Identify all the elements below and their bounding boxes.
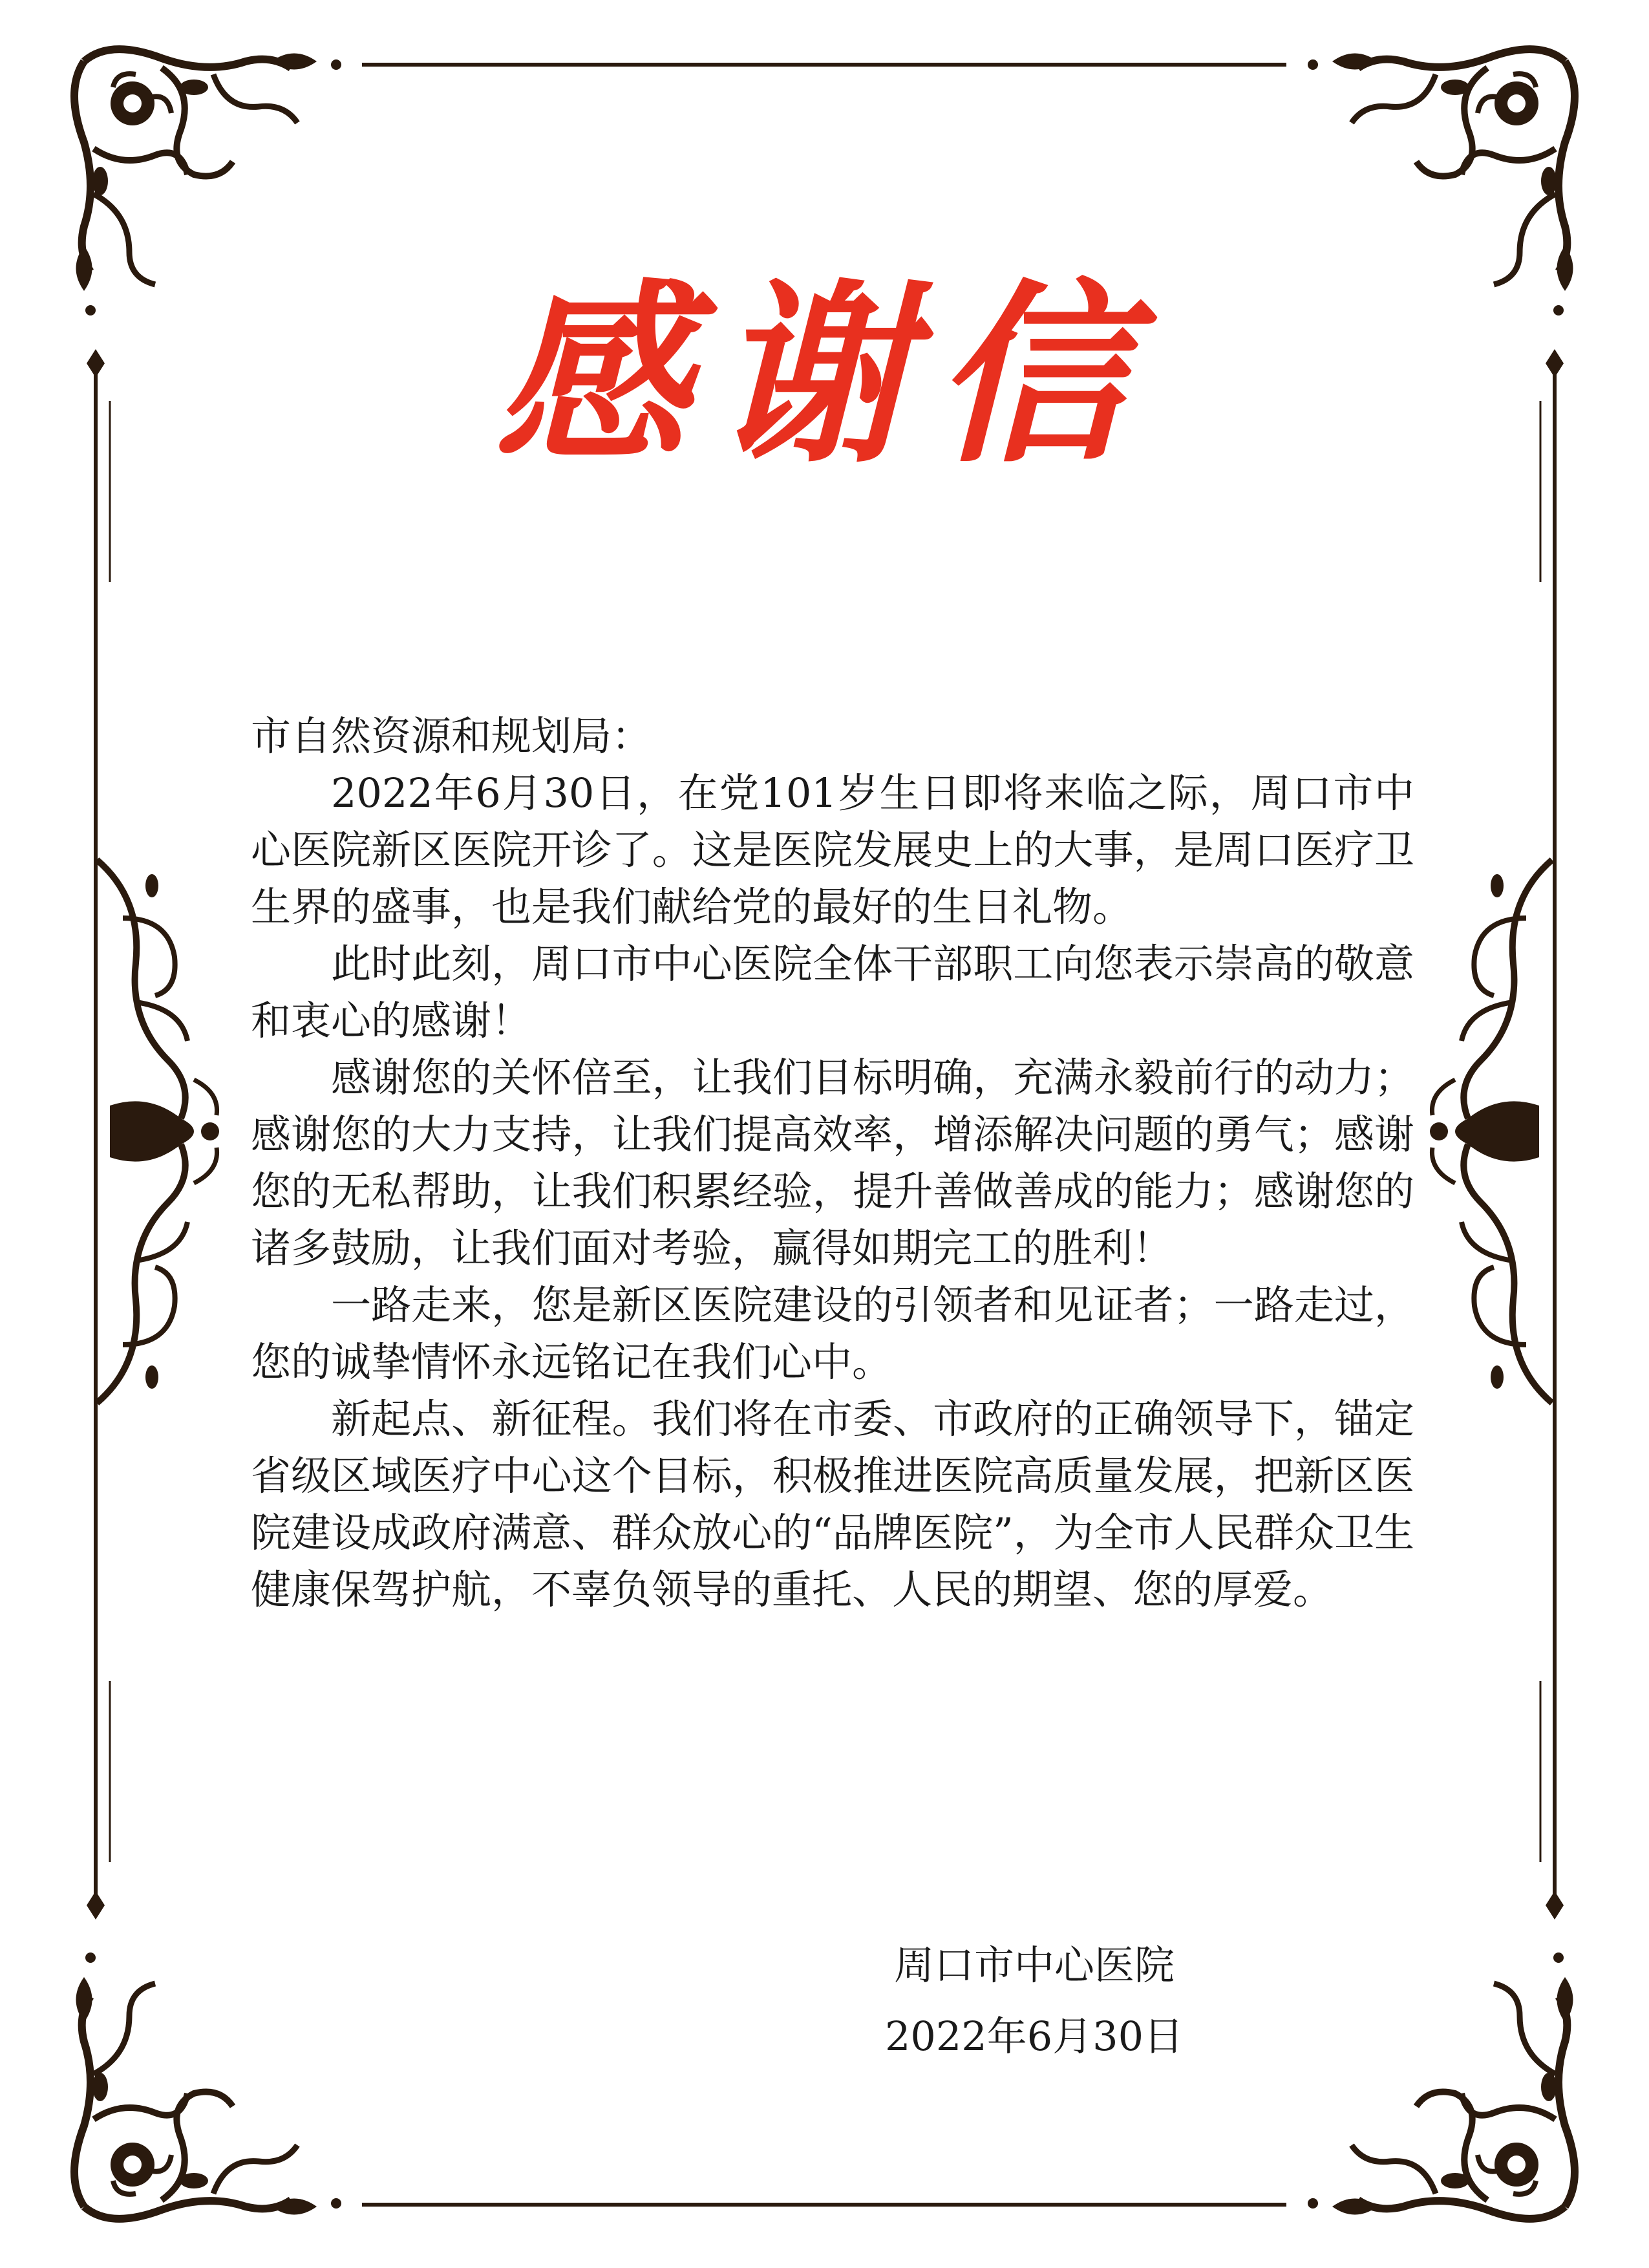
ornate-corner-icon [74,1952,341,2219]
ornate-corner-icon [1308,49,1575,316]
paragraph: 2022年6月30日，在党101岁生日即将来临之际，周口市中心医院新区医院开诊了。这是医院发展史上的大事，是周口医疗卫生界的盛事，也是我们献给党的最好的生日礼物。 [251,769,1414,930]
paragraph: 感谢您的关怀倍至，让我们目标明确，充满永毅前行的动力；感谢您的大力支持，让我们提高效率，增添解决问题的勇气；感谢您的无私帮助，让我们积累经验，提升善做善成的能力；感谢您的诸多鼓励，让我们面对考验，赢得如期完工的胜利！ [251,1054,1414,1272]
ornate-corner-icon [1308,1952,1575,2219]
paragraph: 新起点、新征程。我们将在市委、市政府的正确领导下，锚定省级区域医疗中心这个目标，积极推进医院高质量发展，把新区医院建设成政府满意、群众放心的“品牌医院”，为全市人民群众卫生健康保驾护航，不辜负领导的重托、人民的期望、您的厚爱。 [251,1395,1414,1613]
letter-body [251,708,1414,1618]
ornate-corner-icon [74,49,341,316]
salutation: 市自然资源和规划局： [251,712,652,760]
letter-title: 感谢信 [495,261,1154,489]
paragraph: 一路走来，您是新区医院建设的引领者和见证者；一路走过，您的诚挚情怀永远铭记在我们心中。 [251,1281,1414,1385]
signature-date: 2022年6月30日 [884,2013,1184,2060]
signature-block [808,1930,1261,2072]
paragraph: 此时此刻，周口市中心医院全体干部职工向您表示崇高的敬意和衷心的感谢！ [251,940,1414,1044]
scroll-ornament-icon [97,860,219,1403]
scroll-ornament-icon [1430,860,1552,1403]
signature-organization: 周口市中心医院 [893,1942,1175,1989]
